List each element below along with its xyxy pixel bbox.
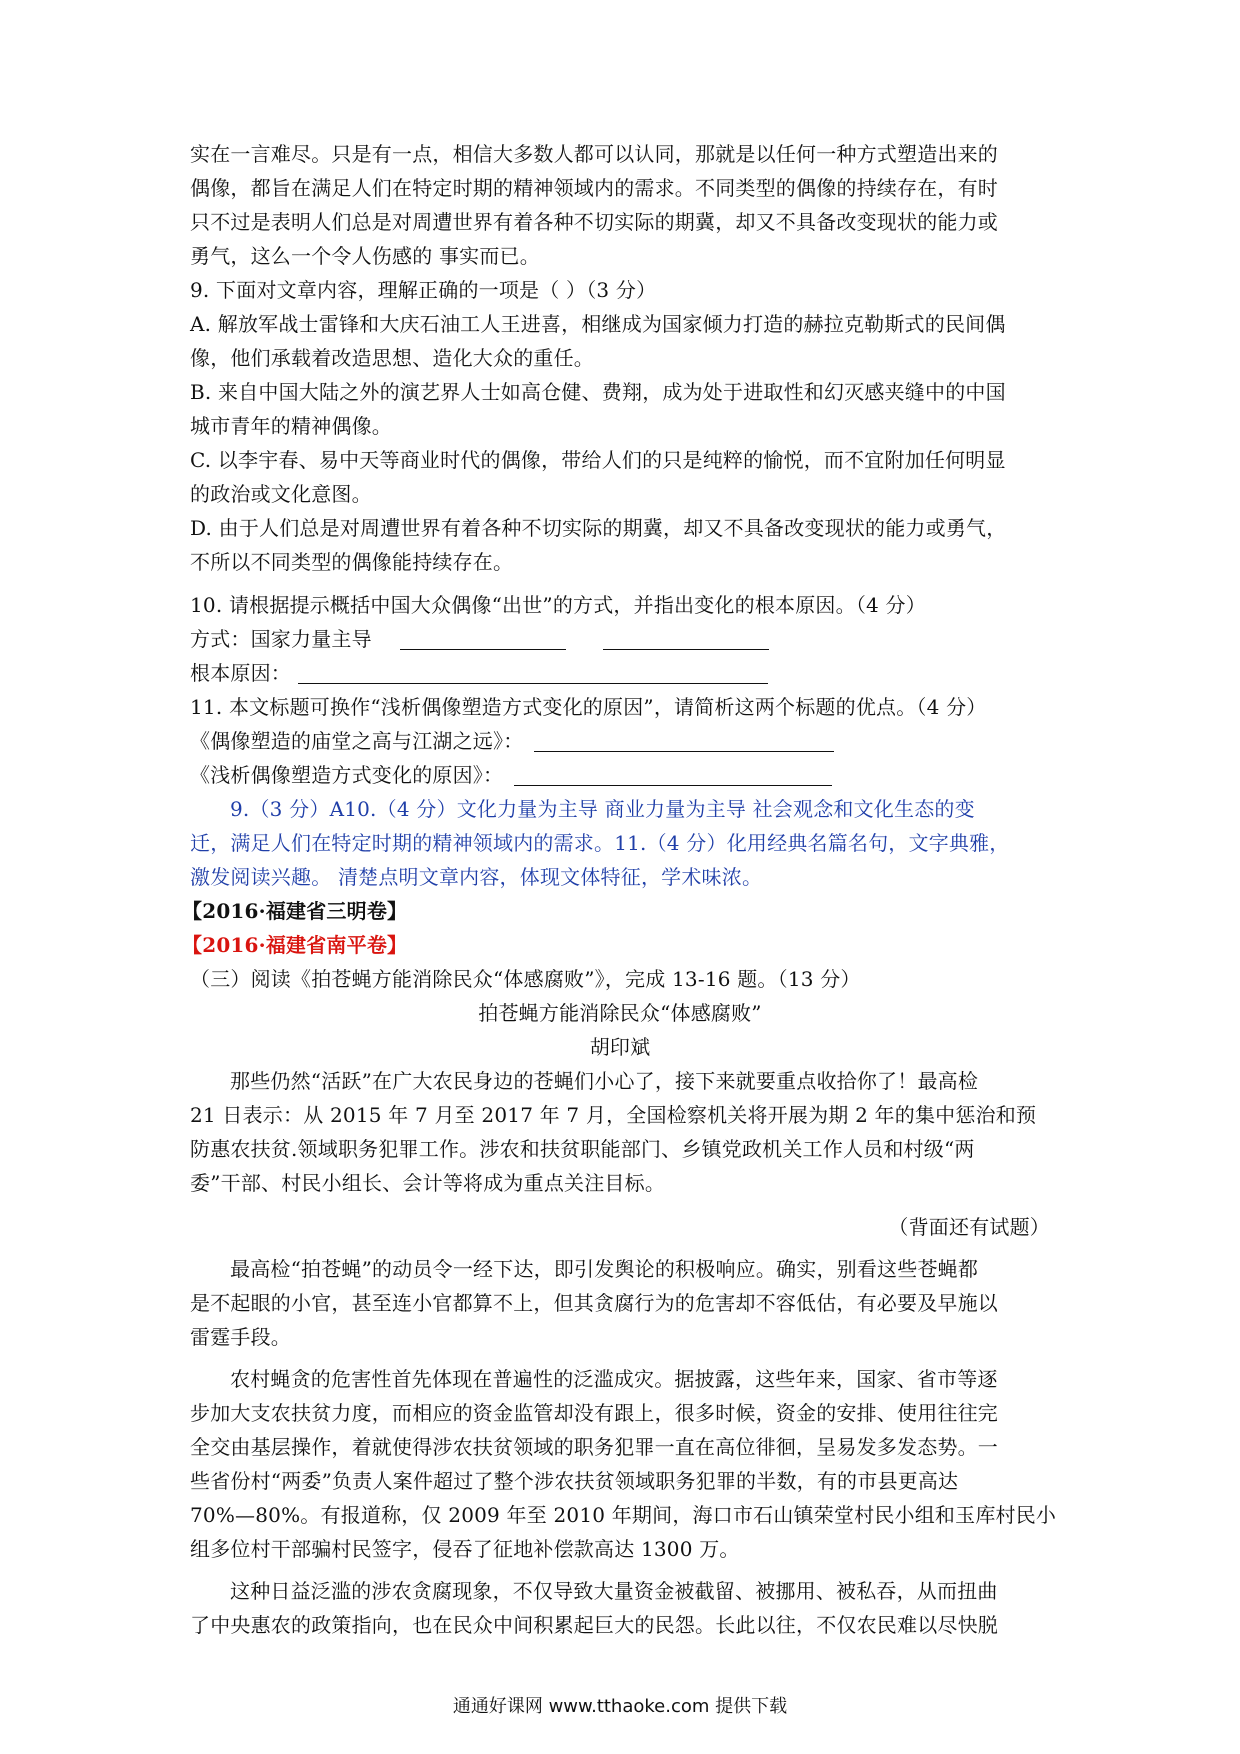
option-d-line: D. 由于人们总是对周遭世界有着各种不切实际的期冀，却又不具备改变现状的能力或勇气，: [190, 516, 1007, 540]
paragraph-line: 农村蝇贪的危害性首先体现在普遍性的泛滥成灾。据披露，这些年来，国家、省市等逐: [230, 1367, 998, 1391]
answer-blank[interactable]: [514, 763, 832, 786]
passage-line: 实在一言难尽。只是有一点，相信大多数人都可以认同，那就是以任何一种方式塑造出来的: [190, 142, 998, 166]
paragraph-line: 些省份村“两委”负责人案件超过了整个涉农扶贫领域职务犯罪的半数，有的市县更高达: [190, 1469, 959, 1493]
answer-blank[interactable]: [400, 627, 566, 650]
paragraph-line: 那些仍然“活跃”在广大农民身边的苍蝇们小心了，接下来就要重点收拾你了！最高检: [230, 1069, 979, 1093]
option-a-line: A. 解放军战士雷锋和大庆石油工人王进喜，相继成为国家倾力打造的赫拉克勒斯式的民间偶: [190, 312, 1006, 336]
paragraph-line: 委”干部、村民小组长、会计等将成为重点关注目标。: [190, 1171, 666, 1195]
paragraph-line: 组多位村干部骗村民签字，侵吞了征地补偿款高达 1300 万。: [190, 1537, 740, 1561]
passage-line: 偶像，都旨在满足人们在特定时期的精神领域内的需求。不同类型的偶像的持续存在，有时: [190, 176, 998, 200]
section-heading-nanping: 【2016·福建省南平卷】: [182, 933, 408, 957]
title-b-label: 《浅析偶像塑造方式变化的原因》：: [190, 763, 504, 787]
paragraph-line: 70%—80%。有报道称，仅 2009 年至 2010 年期间，海口市石山镇荣堂村民小组和玉库村民小: [190, 1503, 1057, 1527]
reason-label: 根本原因：: [190, 661, 291, 685]
answer-blank[interactable]: [534, 729, 834, 752]
paragraph-line: 这种日益泛滥的涉农贪腐现象，不仅导致大量资金被截留、被挪用、被私吞，从而扭曲: [230, 1579, 998, 1603]
paragraph-line: 最高检“拍苍蝇”的动员令一经下达，即引发舆论的积极响应。确实，别看这些苍蝇都: [230, 1257, 979, 1281]
paragraph-line: 了中央惠农的政策指向，也在民众中间积累起巨大的民怨。长此以往，不仅农民难以尽快脱: [190, 1613, 998, 1637]
section-heading-sanming: 【2016·福建省三明卷】: [182, 899, 408, 923]
paragraph-line: 防惠农扶贫.领域职务犯罪工作。涉农和扶贫职能部门、乡镇党政机关工作人员和村级“两: [190, 1137, 975, 1161]
answer-row-method: [190, 622, 1060, 656]
question-11-stem: 11. 本文标题可换作“浅析偶像塑造方式变化的原因”，请简析这两个标题的优点。（4 分）: [190, 695, 987, 719]
option-d-line: 不所以不同类型的偶像能持续存在。: [190, 550, 514, 574]
answer-blank[interactable]: [298, 661, 768, 684]
question-10-stem: 10. 请根据提示概括中国大众偶像“出世”的方式，并指出变化的根本原因。（4 分）: [190, 593, 926, 617]
answer-key-line: 迁，满足人们在特定时期的精神领域内的需求。11.（4 分）化用经典名篇名句，文字典雅，: [190, 831, 1010, 855]
paragraph-line: 步加大支农扶贫力度，而相应的资金监管却没有跟上，很多时候，资金的安排、使用往往完: [190, 1401, 998, 1425]
option-c-line: C. 以李宇春、易中天等商业时代的偶像，带给人们的只是纯粹的愉悦，而不宜附加任何明显: [190, 448, 1006, 472]
back-page-note: （背面还有试题）: [888, 1215, 1050, 1239]
option-a-line: 像，他们承载着改造思想、造化大众的重任。: [190, 346, 594, 370]
answer-key-line: 激发阅读兴趣。 清楚点明文章内容，体现文体特征，学术味浓。: [190, 865, 763, 889]
paragraph-line: 雷霆手段。: [190, 1325, 291, 1349]
answer-row-title-a: [190, 724, 1060, 758]
answer-blank[interactable]: [603, 627, 769, 650]
question-9-stem: 9. 下面对文章内容，理解正确的一项是（ ）（3 分）: [190, 278, 657, 302]
passage-line: 勇气，这么一个令人伤感的 事实而已。: [190, 244, 540, 268]
method-label: 方式：国家力量主导: [190, 627, 372, 651]
paragraph-line: 21 日表示：从 2015 年 7 月至 2017 年 7 月，全国检察机关将开展为期 2 年的集中惩治和预: [190, 1103, 1037, 1127]
option-b-line: B. 来自中国大陆之外的演艺界人士如高仓健、费翔，成为处于进取性和幻灭感夹缝中的中国: [190, 380, 1006, 404]
page-footer: 通通好课网 www.tthaoke.com 提供下载: [452, 1696, 788, 1717]
passage-line: 只不过是表明人们总是对周遭世界有着各种不切实际的期冀，却又不具备改变现状的能力或: [190, 210, 998, 234]
answer-row-reason: [190, 656, 1060, 690]
option-c-line: 的政治或文化意图。: [190, 482, 372, 506]
paragraph-line: 是不起眼的小官，甚至连小官都算不上，但其贪腐行为的危害却不容低估，有必要及早施以: [190, 1291, 998, 1315]
paragraph-line: 全交由基层操作，着就使得涉农扶贫领域的职务犯罪一直在高位徘徊，呈易发多发态势。一: [190, 1435, 998, 1459]
section-intro: （三）阅读《拍苍蝇方能消除民众“体感腐败”》，完成 13-16 题。（13 分）: [190, 967, 861, 991]
option-b-line: 城市青年的精神偶像。: [190, 414, 392, 438]
answer-key-line: 9.（3 分）A10.（4 分）文化力量为主导 商业力量为主导 社会观念和文化生态的变: [230, 797, 975, 821]
answer-row-title-b: [190, 758, 1060, 792]
article-title: 拍苍蝇方能消除民众“体感腐败”: [478, 1001, 762, 1025]
title-a-label: 《偶像塑造的庙堂之高与江湖之远》：: [190, 729, 524, 753]
article-author: 胡印斌: [589, 1035, 651, 1059]
